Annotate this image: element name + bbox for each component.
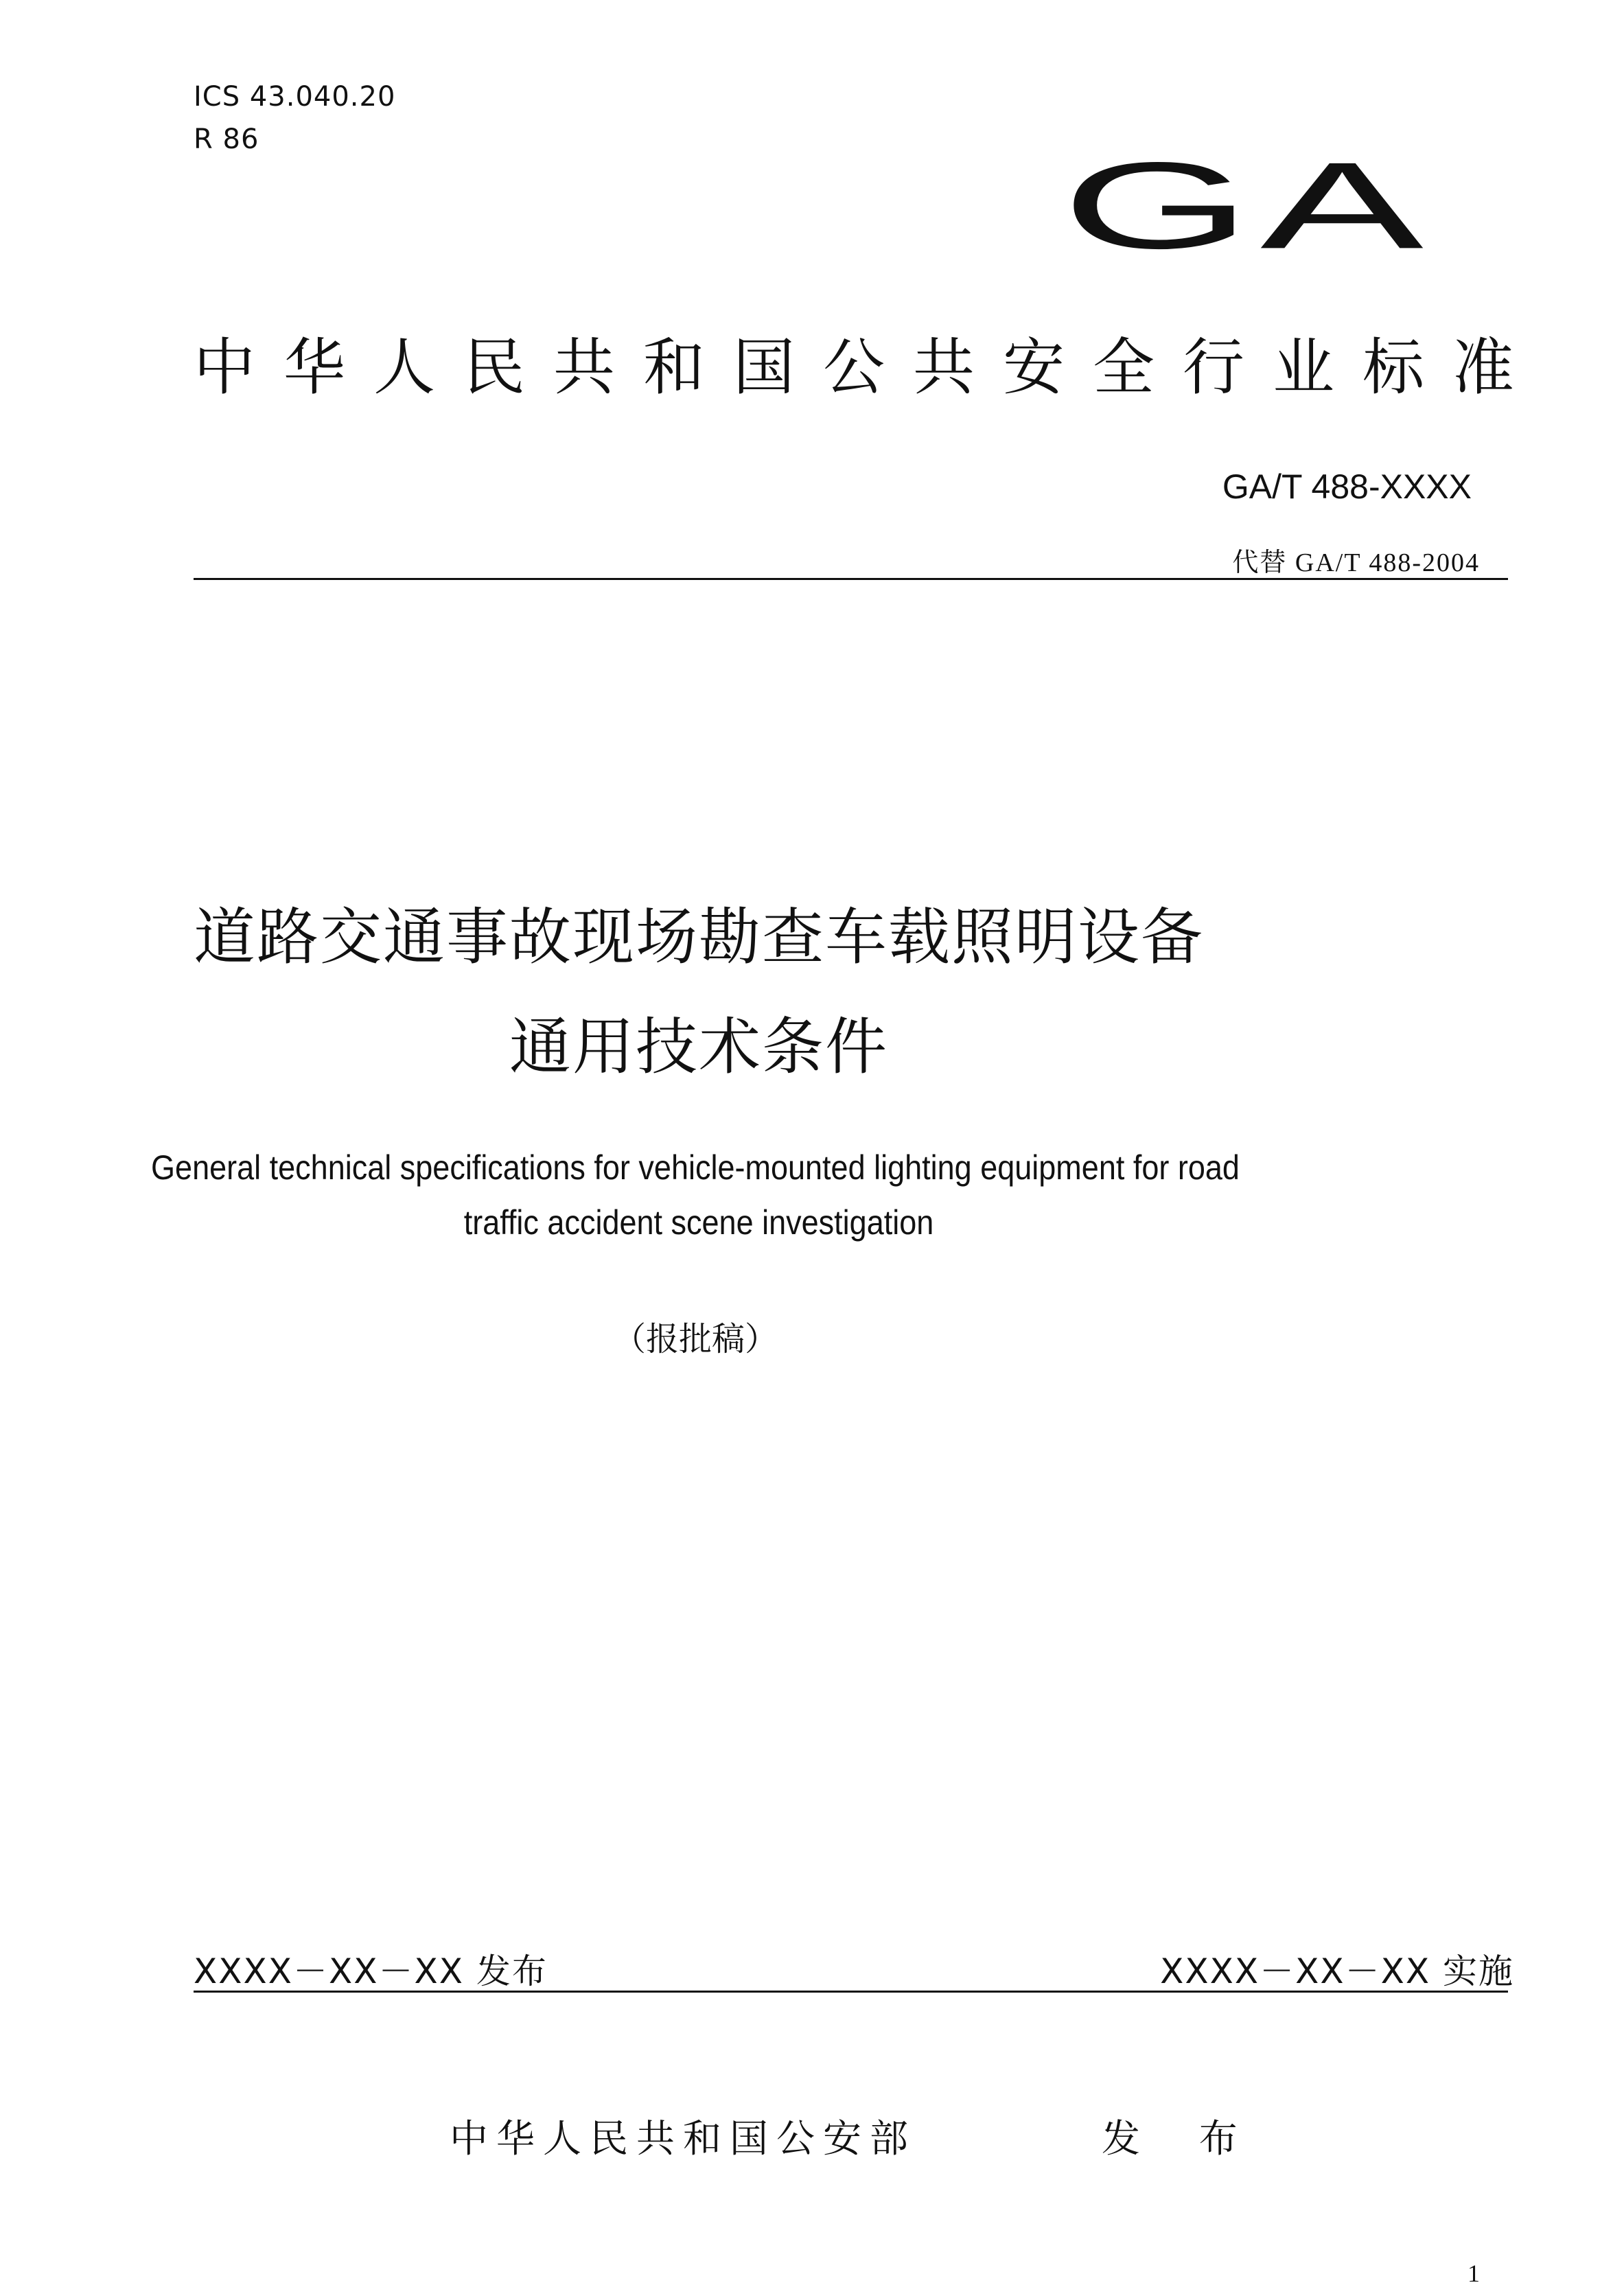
document-title-cn-line2: 通用技术条件	[509, 1011, 888, 1083]
standard-number: GA/T 488-XXXX	[1222, 467, 1472, 506]
document-title-en-line1: General technical specifications for vehicle-mounted lighting equipment for road	[151, 1148, 1240, 1187]
implementation-date: XXXX－XX－XX 实施	[1160, 1951, 1514, 1991]
draft-status: （报批稿）	[612, 1320, 778, 1358]
ga-logo: GA	[1061, 137, 1432, 275]
publisher-name: 中华人民共和国公安部	[450, 2117, 916, 2161]
bottom-divider	[194, 1991, 1508, 1993]
publish-label: 发 布	[1102, 2117, 1261, 2161]
ccs-code: R 86	[194, 124, 259, 155]
page-number: 1	[1468, 2260, 1480, 2287]
ics-code: ICS 43.040.20	[194, 81, 396, 113]
document-title-cn-line1: 道路交通事故现场勘查车载照明设备	[194, 901, 1204, 973]
issue-date: XXXX－XX－XX 发布	[194, 1951, 548, 1991]
standard-category-title: 中华人民共和国公共安全行业标准	[194, 332, 1542, 404]
replaces-note: 代替 GA/T 488-2004	[1232, 548, 1480, 577]
document-title-en-line2: traffic accident scene investigation	[463, 1203, 934, 1242]
top-divider	[194, 578, 1508, 580]
